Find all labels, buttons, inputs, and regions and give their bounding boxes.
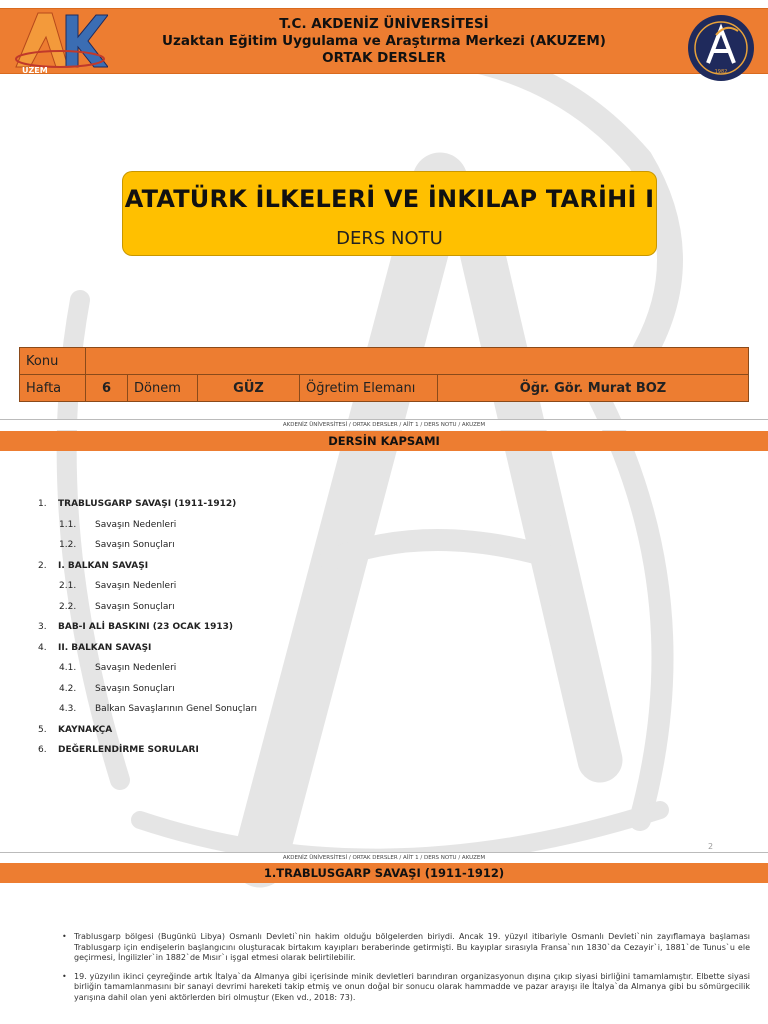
bullet-paragraph: • 19. yüzyılın ikinci çeyreğinde artık İtalya`da Almanya gibi içerisinde minik devletleri barındıran organizasyonun dışına çıkıp siyasi birliğini tamamlamıştır. Elbette siyasi birliğin tamamlanmasını bir sanayi devrimi hareketi takip etmiş ve onun doğal bir sonucu olarak hammadde ve pazar arayışı ile İtalya`da Almanya gibi bu sömürgecilik yarışına dahil olan yeni aktörlerden biri olmuştur (Eken vd., 2018: 73). [62,971,750,1002]
section-title-scope: DERSİN KAPSAMI [0,431,768,451]
akdeniz-university-seal-icon [686,13,756,83]
toc-item: 4.1. Savaşın Nedenleri [59,663,177,673]
donem-label: Dönem [128,375,198,402]
bullet-paragraph: • Trablusgarp bölgesi (Bugünkü Libya) Osmanlı Devleti`nin hakim olduğu bölgelerden biriydi. Ancak 19. yüzyıl itibariyle Osmanlı Devleti`nin zayıflamaya başlaması Trablusgarp için endişelerin başlangıcını oluşturacak birtakım kayıpları beraberinde getirmişti. Bu kayıplar sırasıyla Fransa`nın 1830`da Cezayir`i, 1881`de Tunus`u ele geçirmesi, İngilizler`in 1882`de Mısır`ı işgal etmesi olarak belirtilebilir. [62,932,750,962]
toc-item: 3. BAB-I ALİ BASKINI (23 OCAK 1913) [38,622,233,632]
toc-item: 5. KAYNAKÇA [38,724,113,735]
toc-item: 4.2. Savaşın Sonuçları [59,683,175,694]
content-bullets [62,932,750,1011]
donem-value: GÜZ [198,375,300,402]
toc-item: 1. TRABLUSGARP SAVAŞI (1911-1912) [38,499,237,509]
svg-text:1982: 1982 [714,69,728,75]
course-info-table [19,347,749,402]
info-row-details [20,375,749,402]
info-row-topic [20,348,749,375]
hafta-value: 6 [86,375,128,402]
konu-label: Konu [20,348,86,375]
page-number: 2 [708,842,714,851]
hafta-label: Hafta [20,375,86,402]
table-of-contents [38,497,638,764]
course-subtitle: DERS NOTU [336,228,443,249]
breadcrumb: AKDENİZ ÜNİVERSİTESİ / ORTAK DERSLER / AİİT 1 / DERS NOTU / AKUZEM [0,852,768,863]
header-center: Uzaktan Eğitim Uygulama ve Araştırma Merkezi (AKUZEM) [162,33,606,49]
ogretim-value: Öğr. Gör. Murat BOZ [438,375,749,402]
header-university: T.C. AKDENİZ ÜNİVERSİTESİ [279,16,489,32]
page-header [0,8,768,74]
toc-item: 2.1. Savaşın Nedenleri [59,581,177,591]
header-course-type: ORTAK DERSLER [322,50,446,66]
toc-item: 4. II. BALKAN SAVAŞI [38,642,152,653]
course-title-box [122,171,657,256]
konu-value [86,348,749,375]
toc-item: 1.2. Savaşın Sonuçları [59,540,175,550]
section-title-tripoli-war: 1.TRABLUSGARP SAVAŞI (1911-1912) [0,863,768,883]
toc-item: 2.2. Savaşın Sonuçları [59,601,175,612]
toc-item: 6. DEĞERLENDİRME SORULARI [38,745,199,755]
course-title: ATATÜRK İLKELERİ VE İNKILAP TARİHİ I [124,185,655,213]
ogretim-label: Öğretim Elemanı [300,375,438,402]
breadcrumb: AKDENİZ ÜNİVERSİTESİ / ORTAK DERSLER / AİİT 1 / DERS NOTU / AKUZEM [0,419,768,430]
toc-item: 1.1. Savaşın Nedenleri [59,519,177,530]
toc-item: 4.3. Balkan Savaşlarının Genel Sonuçları [59,704,257,714]
svg-text:UZEM: UZEM [22,66,48,75]
toc-item: 2. I. BALKAN SAVAŞI [38,560,149,571]
